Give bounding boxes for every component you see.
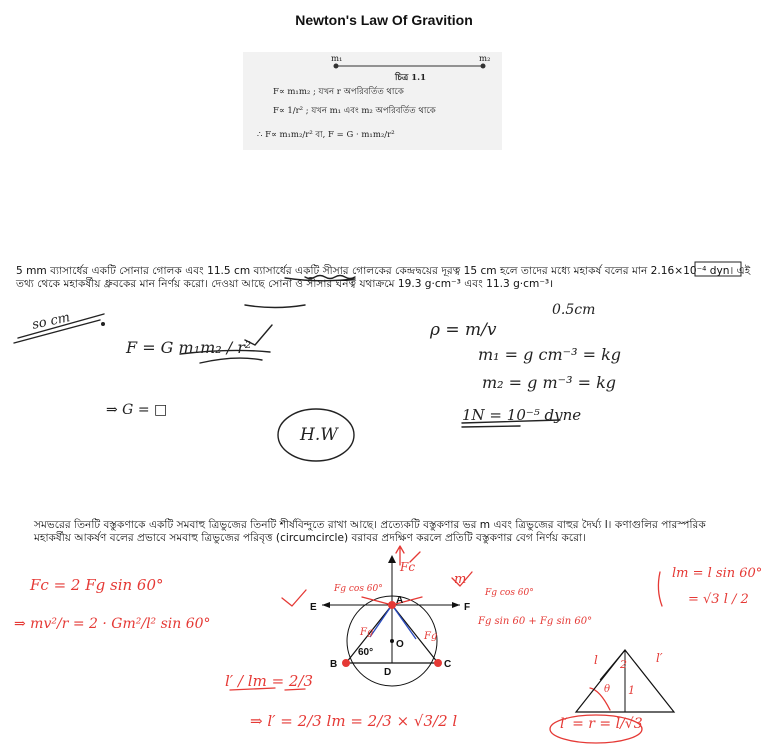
triangle-l: l: [594, 653, 598, 667]
note-fgcos-left: Fg cos 60°: [334, 584, 383, 594]
figure-m1-label: m₁: [331, 54, 343, 64]
diagram-label-f: F: [464, 602, 471, 613]
note-lm2: = √3 l / 2: [688, 592, 749, 607]
figure-m2-label: m₂: [479, 54, 491, 64]
triangle-label-2: 2: [620, 658, 627, 671]
note-fgcos-right: Fg cos 60°: [485, 588, 534, 598]
triangle-theta: θ: [604, 684, 611, 695]
note-density: ρ = m/v: [430, 320, 497, 340]
diagram-fg-left: Fg: [360, 627, 374, 638]
diagram-label-o: O: [396, 639, 404, 650]
note-lm: lm = l sin 60°: [672, 566, 763, 581]
figure-caption: চিত্র 1.1: [395, 73, 427, 83]
note-m2: m₂ = g m⁻³ = kg: [482, 373, 617, 392]
triangle-lprime: l′: [656, 651, 663, 665]
diagram-label-a: A: [396, 595, 404, 606]
diagram-label-d: D: [384, 667, 392, 678]
figure-line-1: F∝ m₁m₂ ; যখন r অপরিবর্তিত থাকে: [273, 87, 404, 97]
note-g-result: ⇒ G = □: [106, 402, 168, 418]
note-fc-label: Fc: [400, 560, 416, 574]
circumcircle-diagram: [300, 555, 490, 690]
note-radius: 0.5cm: [552, 302, 596, 318]
note-m1: m₁ = g cm⁻³ = kg: [478, 345, 621, 364]
figure-line-3: ∴ F∝ m₁m₂/r² বা, F = G · m₁m₂/r²: [257, 130, 395, 140]
note-ratio: l′ / lm = 2/3: [225, 672, 314, 690]
note-m-label: m: [454, 572, 467, 587]
note-fc: Fc = 2 Fg sin 60°: [30, 576, 164, 594]
diagram-label-b: B: [330, 659, 338, 670]
diagram-label-e: E: [310, 602, 317, 613]
diagram-fg-right: Fg: [424, 631, 438, 642]
problem-1-text: 5 mm ব্যাসার্ধের একটি সোনার গোলক এবং 11.5 cm ব্যাসার্ধের একটি সীসার গোলকের কেন্দ্রদ্বয়ের দূরত্ব 15 cm হলে তাদের মধ্যে মহাকর্ষ বলের মান 2.16×10⁻⁴ dyn। এই তথ্য থেকে মহাকর্ষীয় ধ্রুবকের মান নির্ণয় করো। দেওয়া আছে সোনা ও সীসার ঘনত্ব যথাক্রমে 19.3 g·cm⁻³ এবং 11.3 g·cm⁻³।: [16, 265, 751, 290]
note-eq: ⇒ mv²/r = 2 · Gm²/l² sin 60°: [14, 616, 211, 632]
problem-2-text: সমভরের তিনটি বস্তুকণাকে একটি সমবাহু ত্রিভুজের তিনটি শীর্ষবিন্দুতে রাখা আছে। প্রত্যেকটি বস্তুকণার ভর m এবং ত্রিভুজের বাহুর দৈর্ঘ্য l। কণাগুলির পারস্পরিক মহাকর্ষীয় আকর্ষণ বলের প্রভাবে সমবাহু ত্রিভুজের পরিবৃত্ত (circumcircle) বরাবর প্রদক্ষিণ করলে প্রতিটি বস্তুকণার বেগ নির্ণয় করো।: [34, 519, 706, 544]
diagram-angle: 60°: [358, 647, 374, 658]
note-formula: F = G m₁m₂ / r²: [126, 338, 252, 357]
note-lprime: ⇒ l′ = 2/3 lm = 2/3 × √3/2 l: [250, 712, 458, 730]
note-result: l′ = r = l/√3: [560, 716, 643, 732]
note-hw: H.W: [300, 425, 338, 445]
note-conversion: 1N = 10⁻⁵ dyne: [462, 406, 582, 424]
diagram-label-c: C: [444, 659, 452, 670]
note-distance: so cm: [30, 310, 72, 333]
triangle-sketch: [570, 648, 680, 716]
page-title: Newton's Law Of Gravition: [295, 12, 473, 28]
figure-line-2: F∝ 1/r² ; যখন m₁ এবং m₂ অপরিবর্তিত থাকে: [273, 106, 436, 116]
note-fgsin: Fg sin 60 + Fg sin 60°: [478, 616, 593, 627]
triangle-label-1: 1: [628, 684, 635, 697]
